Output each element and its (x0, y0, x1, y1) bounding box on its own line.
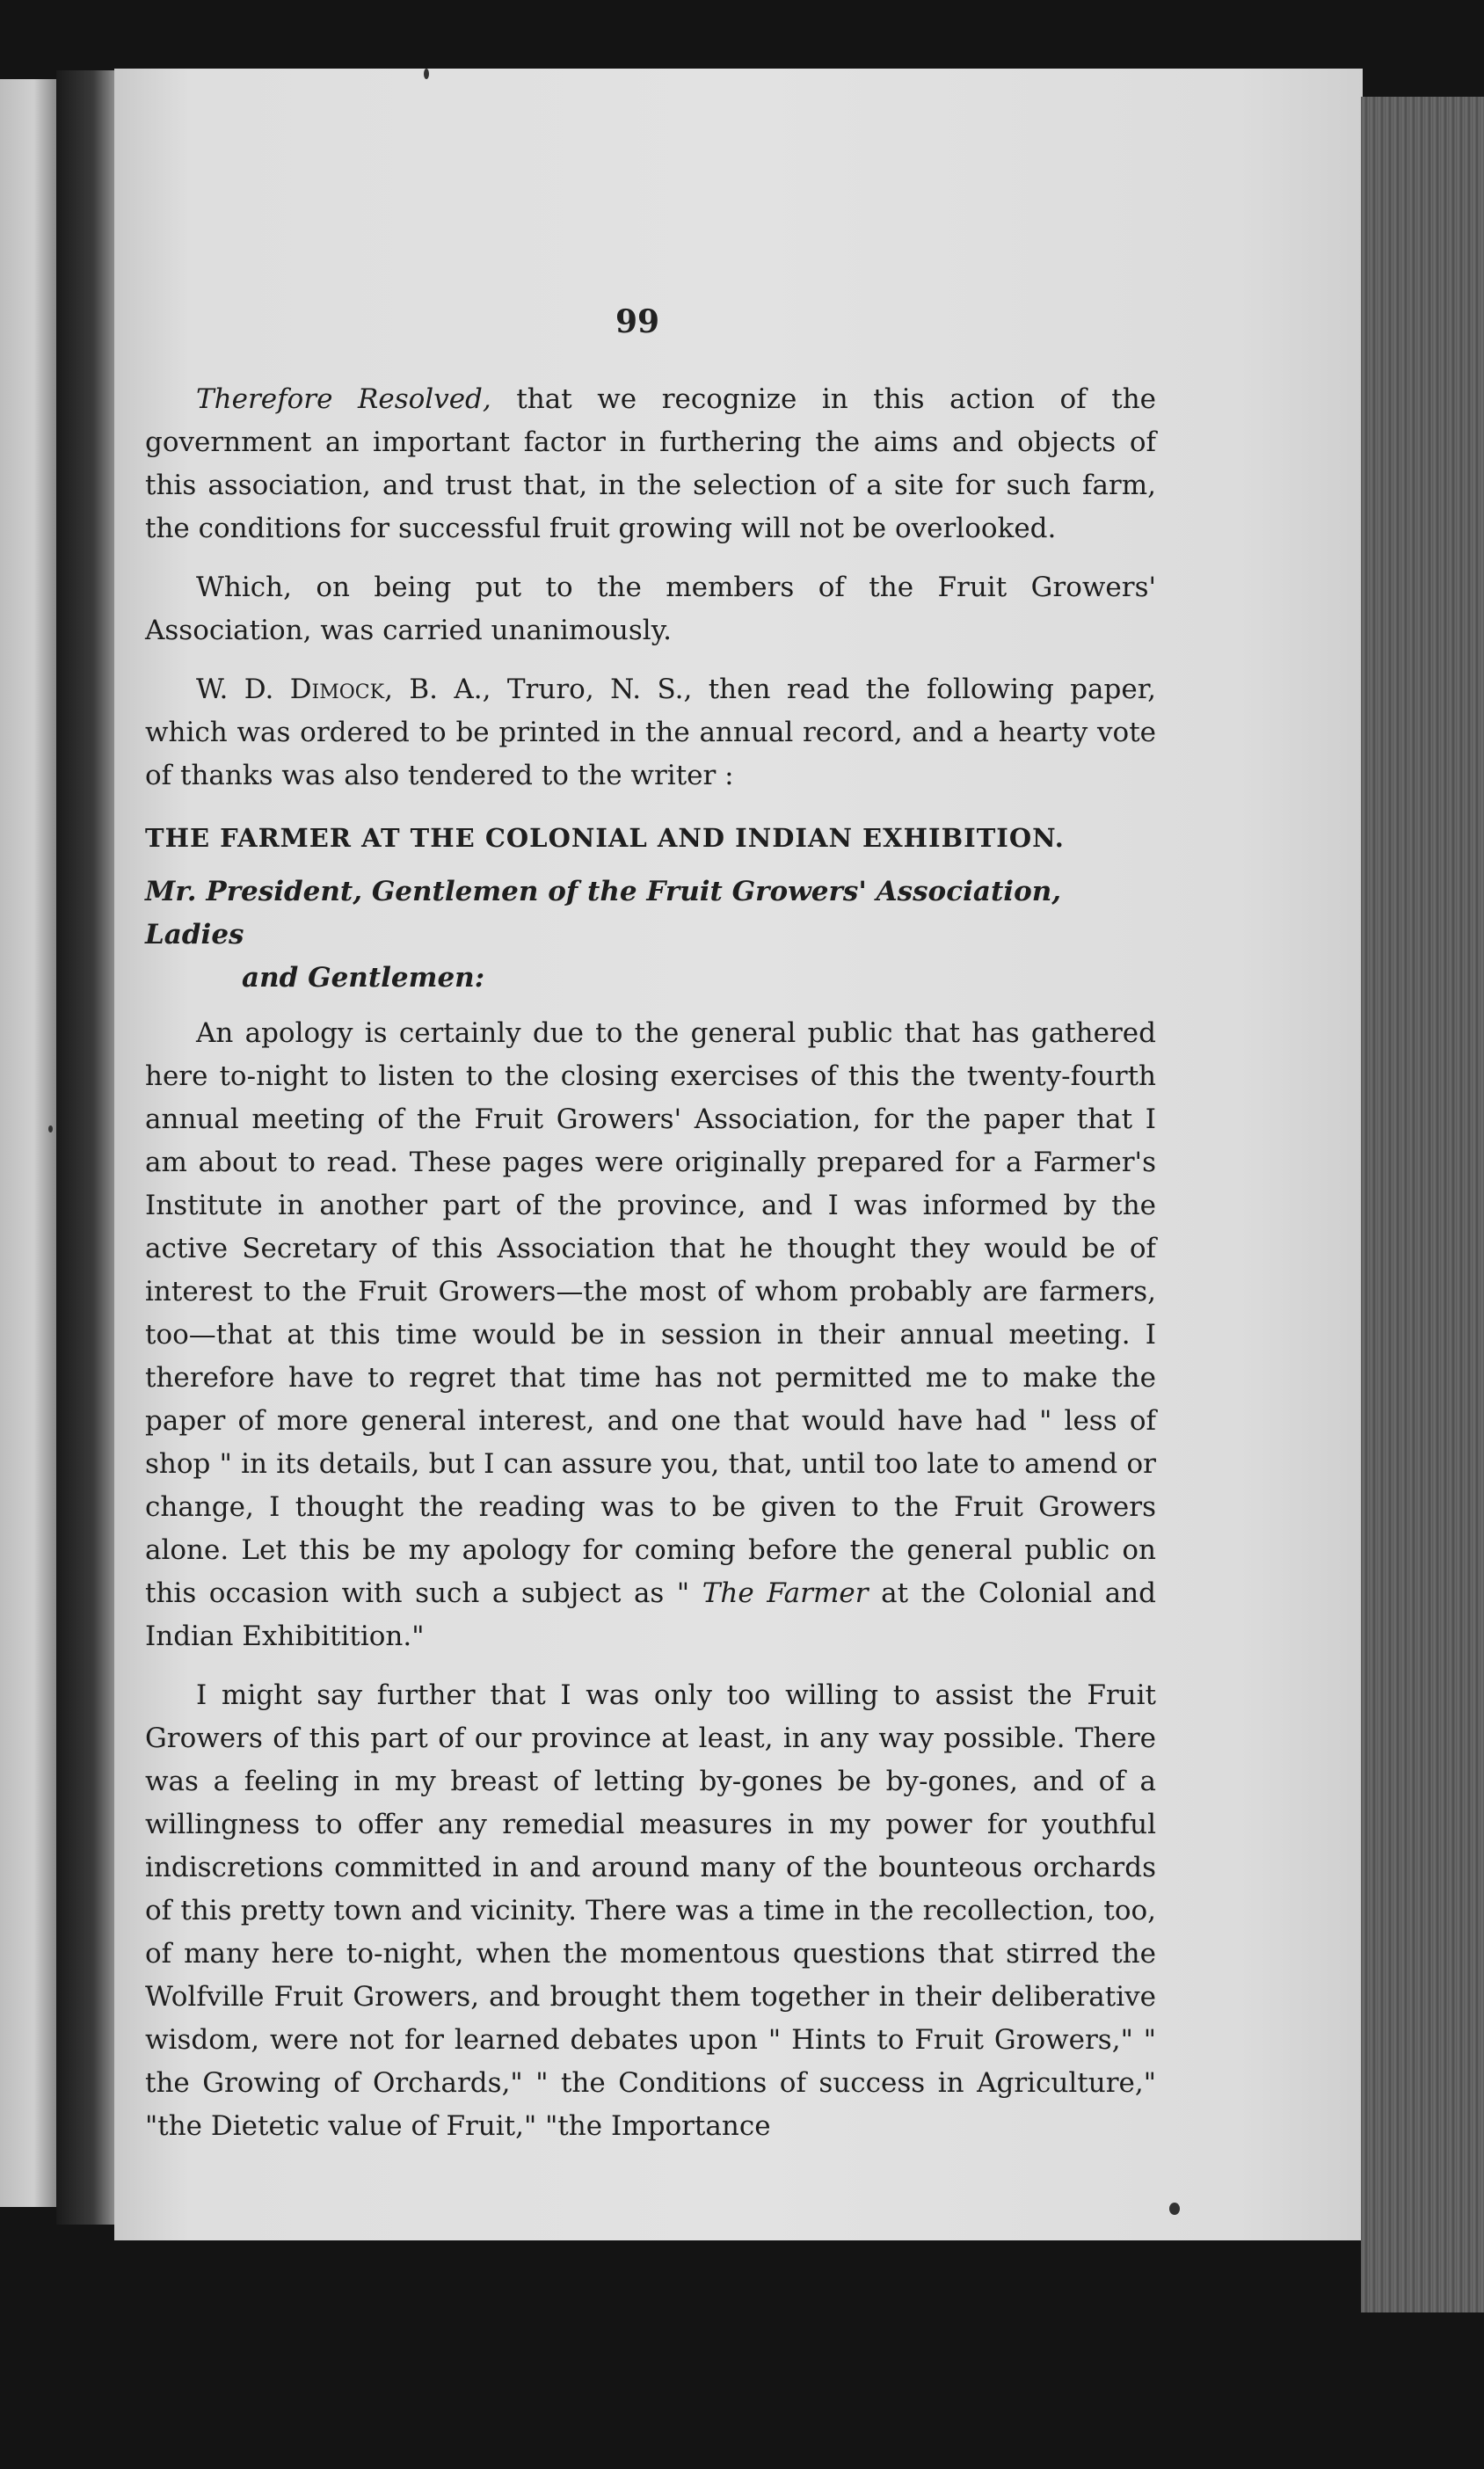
section-heading: THE FARMER AT THE COLONIAL AND INDIAN EXHIBITION. (145, 823, 1065, 853)
vote-paragraph: Which, on being put to the members of the Fruit Growers' Association, was carried unanimously. (145, 572, 1156, 646)
page-body (145, 378, 1156, 2164)
book-gutter (56, 70, 118, 2225)
resolution-text: that we recognize in this action of the government an important factor in furthering the aims and objects of this association, and trust that, in the selection of a site for such farm, the conditions for successful fruit growing will not be overlooked. (145, 383, 1157, 544)
scan-speck (1169, 2203, 1180, 2215)
resolution-paragraph (145, 378, 1156, 550)
history-paragraph: I might say further that I was only too willing to assist the Fruit Growers of this part of our province at least, in any way possible. There was a feeling in my breast of letting by-gones be by-gones, and of a willingness to offer any remedial measures in my power for youthful indiscretions committed in and around many of the bounteous orchards of this pretty town and vicinity. There was a time in the recollection, too, of many here to-night, when the momentous questions that stirred the Wolfville Fruit Growers, and brought them together in their deliberative wisdom, were not for learned debates upon " Hints to Fruit Growers," " the Growing of Orchards," " the Conditions of success in Agriculture," "the Dietetic value of Fruit," "the Importance (145, 1679, 1156, 2142)
resolution-lead: Therefore Resolved, (196, 383, 491, 415)
apology-end: at the Colonial and Indian Exhibitition." (145, 1577, 1157, 1652)
scan-speck (48, 1125, 53, 1133)
salutation (145, 870, 1156, 1000)
page-stack-edge (1361, 97, 1484, 2312)
apology-paragraph (145, 1012, 1156, 1658)
reader-paragraph (145, 668, 1156, 798)
reader-name: W. D. Dimock (196, 674, 385, 705)
apology-title: The Farmer (689, 1577, 869, 1609)
salutation-line-2: and Gentlemen: (242, 962, 485, 994)
page-number: 99 (615, 303, 660, 340)
left-page-edge (0, 79, 56, 2207)
apology-text: An apology is certainly due to the general public that has gathered here to-night to listen to the closing exercises of this the twenty-fourth annual meeting of the Fruit Growers' Association, for the paper that I am about to read. These pages were originally prepared for a Farmer's Institute in another part of the province, and I was informed by the active Secretary of this Association that he thought they would be of interest to the Fruit Growers—the most of whom probably are farmers, too—that at this time would be in session in their annual meeting. I therefore have to regret that time has not permitted me to make the paper of more general interest, and one that would have had " less of shop " in its details, but I can assure you, that, until too late to amend or change, I thought the reading was to be given to the Fruit Growers alone. Let this be my apology for coming before the general public on this occasion with such a subject as " (145, 1017, 1156, 1609)
salutation-line-1: Mr. President, Gentlemen of the Fruit Growers' Association, Ladies (145, 876, 1062, 950)
reader-text: , B. A., Truro, N. S., then read the following paper, which was ordered to be printed in the annual record, and a hearty vote of thanks was also tendered to the writer : (145, 674, 1156, 791)
scan-speck (424, 69, 429, 79)
